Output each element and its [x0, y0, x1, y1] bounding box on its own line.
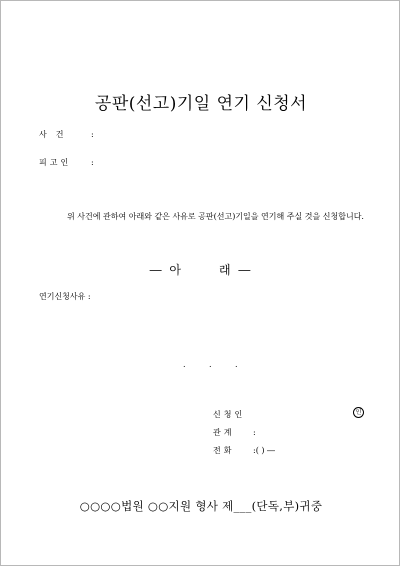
heading-right: 래 ― — [219, 263, 253, 277]
document-title: 공판(선고)기일 연기 신청서 — [94, 94, 308, 114]
reason-label: 연기신청사유 : — [39, 292, 91, 301]
applicant-label: 신청인 — [213, 410, 246, 419]
relation-colon: : — [253, 428, 256, 437]
case-colon: : — [91, 130, 94, 139]
court-addressee: ○○○○법원 ○○지원 형사 제___(단독,부)귀중 — [79, 499, 323, 513]
case-label: 사건 — [39, 130, 73, 139]
relation-field — [213, 427, 256, 438]
phone-value: :( ) ― — [253, 446, 276, 455]
date-line — [183, 360, 261, 369]
heading-left: ― 아 — [149, 263, 183, 277]
defendant-colon: : — [91, 158, 94, 167]
case-field — [39, 129, 94, 140]
defendant-field — [39, 157, 94, 168]
defendant-label: 피고인 — [39, 158, 72, 167]
phone-field — [213, 445, 275, 456]
date-day-mark: . — [235, 360, 238, 369]
request-body-text: 위 사건에 관하여 아래와 같은 사유로 공판(선고)기일을 연기해 주실 것을 신청합니다. — [67, 212, 364, 221]
phone-label: 전화 — [213, 446, 235, 455]
relation-label: 관계 — [213, 428, 235, 437]
seal-mark: 인 — [353, 407, 364, 418]
date-month-mark: . — [209, 360, 212, 369]
date-year-mark: . — [183, 360, 186, 369]
section-heading — [1, 261, 400, 278]
applicant-field — [213, 409, 253, 420]
